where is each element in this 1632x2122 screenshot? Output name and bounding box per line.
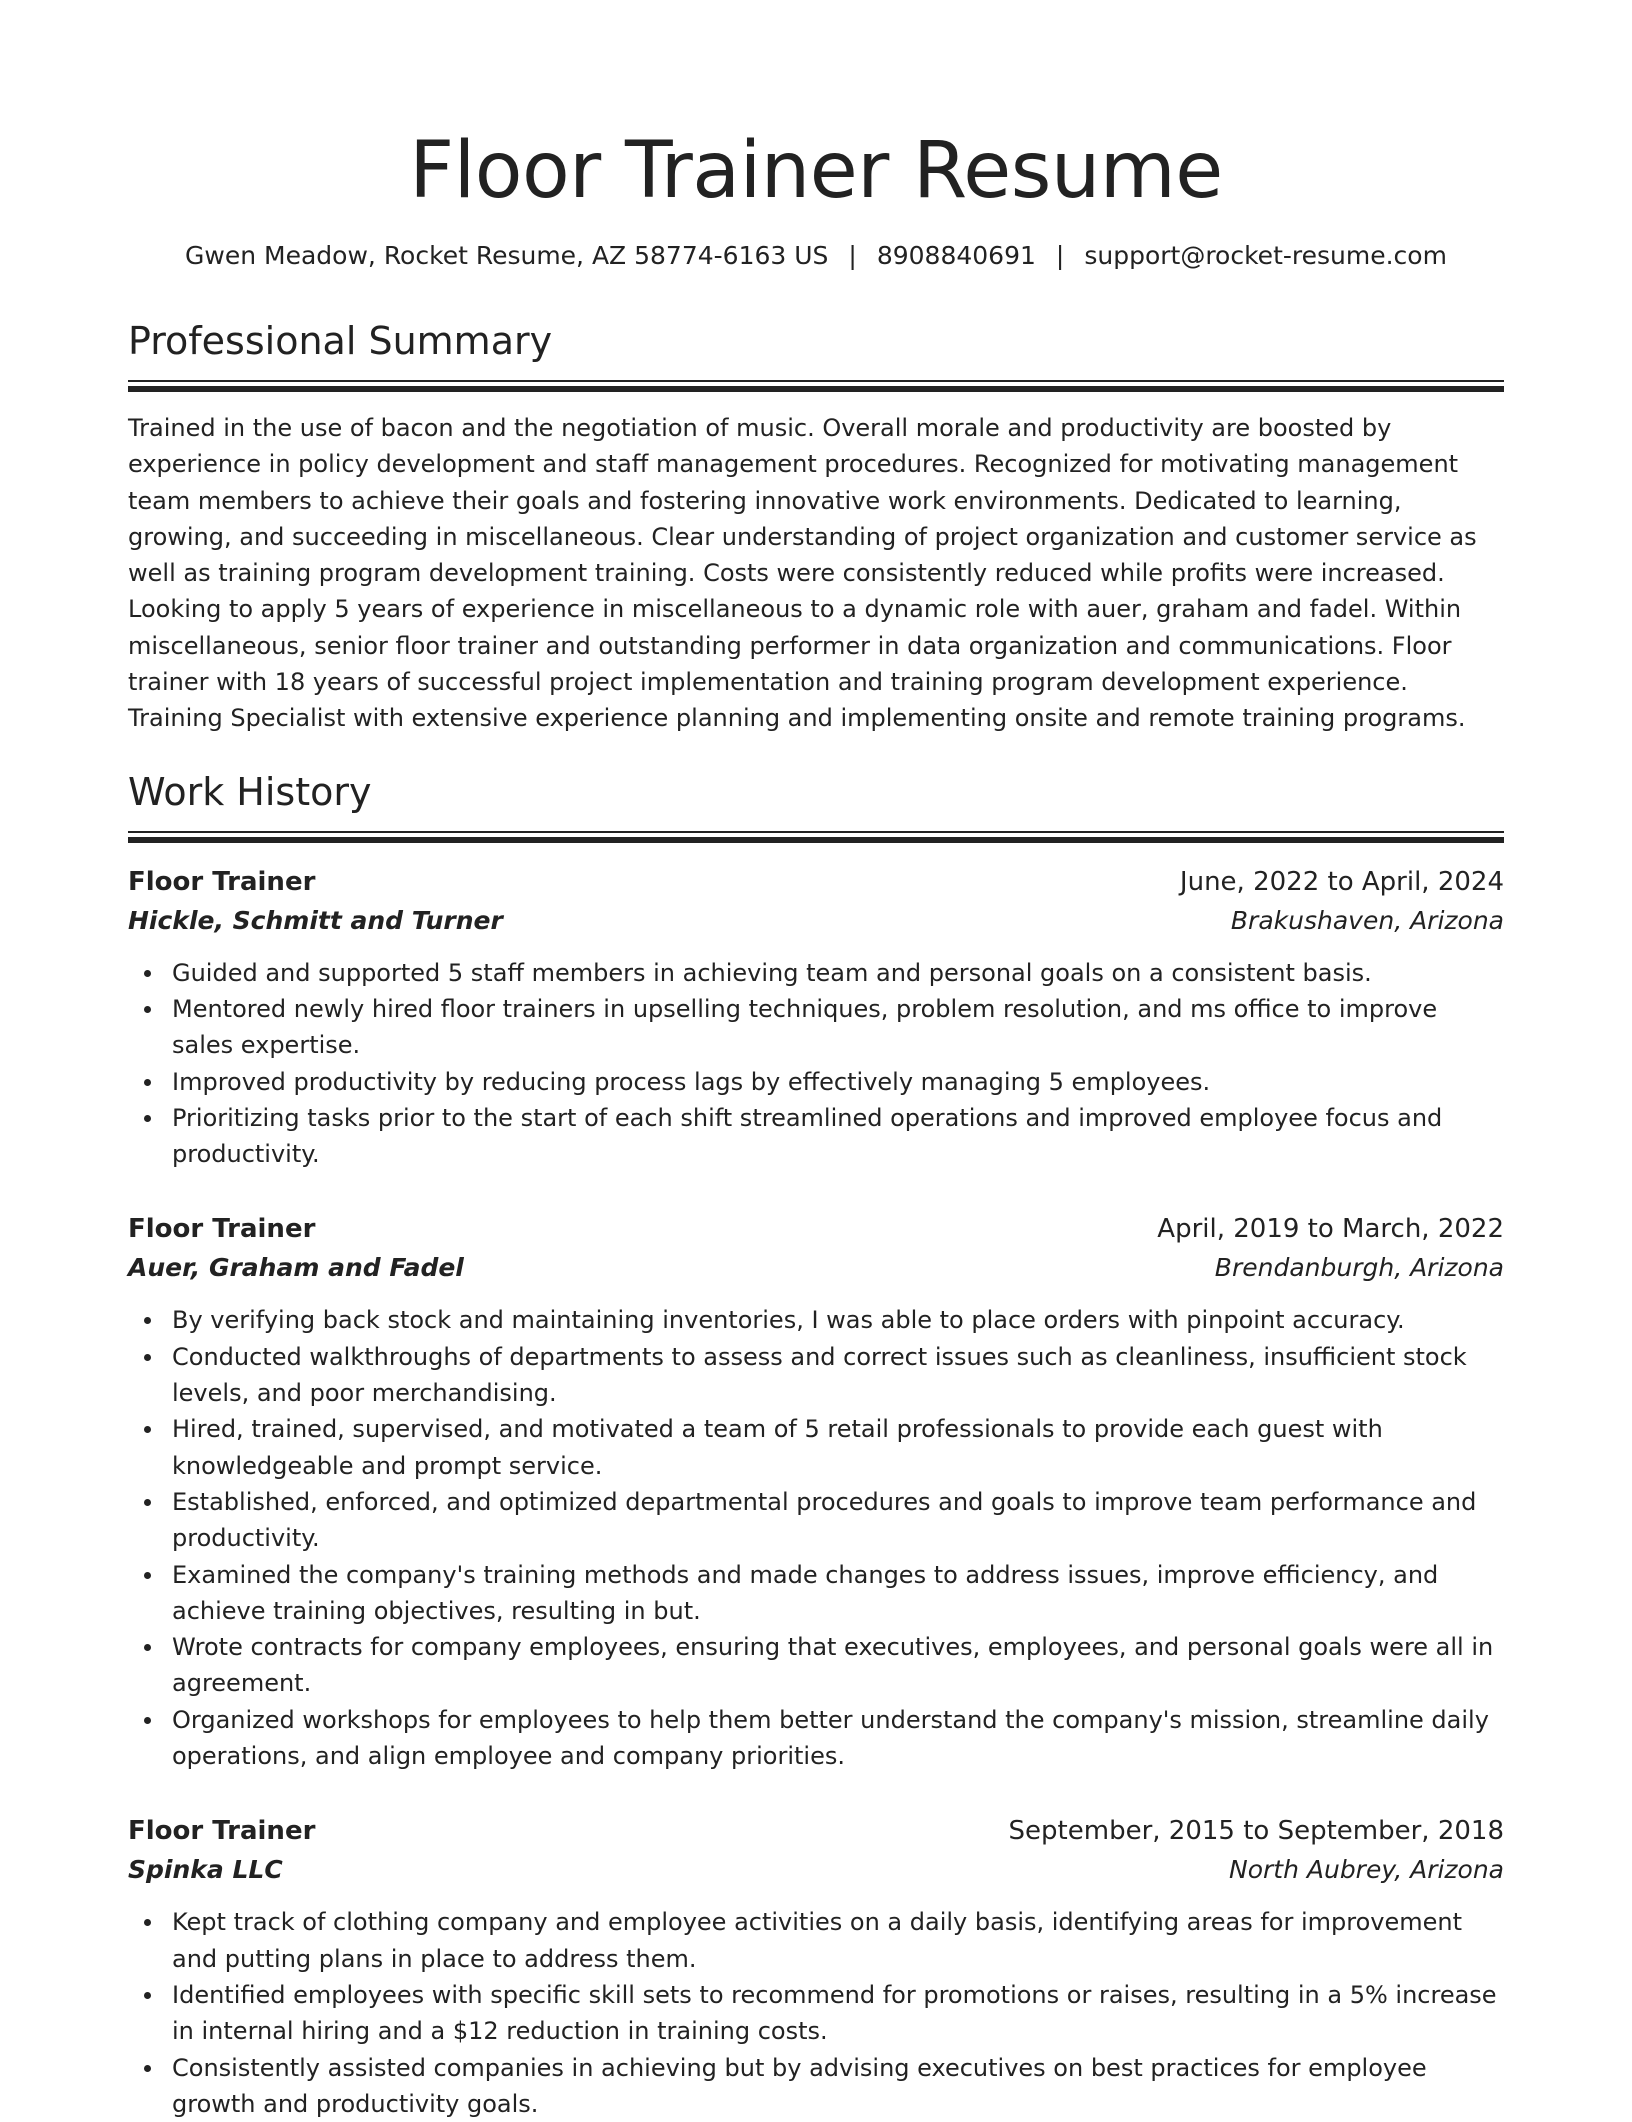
section-heading-summary: Professional Summary [128,318,1504,364]
summary-paragraph: Trained in the use of bacon and the negotiation of music. Overall morale and productivity are boosted by experience in policy development and staff management procedures. Recognized for motivating management team members to achieve their goals and fostering innovative work environments. Dedicated to learning, growing, and succeeding in miscellaneous. Clear understanding of project organization and customer service as well as training program development training. Costs were consistently reduced while profits were increased. Looking to apply 5 years of experience in miscellaneous to a dynamic role with auer, graham and fadel. Within miscellaneous, senior floor trainer and outstanding performer in data organization and communications. Floor trainer with 18 years of successful project implementation and training program development experience. Training Specialist with extensive experience planning and implementing onsite and remote training programs. [128,410,1504,737]
resume-page [128,0,1504,2122]
contact-email: support@rocket-resume.com [1084,241,1447,270]
job-bullet: Established, enforced, and optimized departmental procedures and goals to improve team performance and productivity. [172,1484,1504,1557]
job-entry [128,863,1504,1173]
contact-phone: 8908840691 [877,241,1036,270]
job-company-row [128,901,1504,941]
job-bullet: Prioritizing tasks prior to the start of each shift streamlined operations and improved employee focus and productivity. [172,1100,1504,1173]
job-bullet: Kept track of clothing company and employee activities on a daily basis, identifying areas for improvement and putting plans in place to address them. [172,1904,1504,1977]
job-bullet: Guided and supported 5 staff members in achieving team and personal goals on a consistent basis. [172,955,1504,991]
section-divider [128,831,1504,841]
job-company: Spinka LLC [128,1850,283,1890]
job-company-row [128,1248,1504,1288]
job-location: Brendanburgh, Arizona [1215,1248,1504,1288]
job-bullet: Mentored newly hired floor trainers in upselling techniques, problem resolution, and ms office to improve sales expertise. [172,991,1504,1064]
job-bullet: Examined the company's training methods and made changes to address issues, improve efficiency, and achieve training objectives, resulting in but. [172,1557,1504,1630]
job-bullet-list [128,955,1504,1173]
professional-summary-section [128,318,1504,737]
job-entry [128,1210,1504,1774]
job-dates: April, 2019 to March, 2022 [1157,1210,1504,1248]
job-company: Auer, Graham and Fadel [128,1248,464,1288]
job-bullet: Identified employees with specific skill sets to recommend for promotions or raises, resulting in a 5% increase in internal hiring and a $12 reduction in training costs. [172,1977,1504,2050]
contact-separator: | [848,240,856,272]
section-divider [128,380,1504,390]
job-bullet: Wrote contracts for company employees, ensuring that executives, employees, and personal goals were all in agreement. [172,1629,1504,1702]
job-header-row [128,863,1504,901]
job-header-row [128,1210,1504,1248]
job-bullet: By verifying back stock and maintaining inventories, I was able to place orders with pinpoint accuracy. [172,1302,1504,1338]
section-heading-work: Work History [128,769,1504,815]
job-location: North Aubrey, Arizona [1229,1850,1504,1890]
job-location: Brakushaven, Arizona [1231,901,1504,941]
job-bullet-list [128,1904,1504,2122]
job-dates: June, 2022 to April, 2024 [1180,863,1504,901]
job-title: Floor Trainer [128,863,315,901]
job-bullet-list [128,1302,1504,1774]
contact-separator: | [1056,240,1064,272]
job-bullet: Hired, trained, supervised, and motivated a team of 5 retail professionals to provide each guest with knowledgeable and prompt service. [172,1411,1504,1484]
job-bullet: Improved productivity by reducing process lags by effectively managing 5 employees. [172,1064,1504,1100]
contact-line [128,240,1504,272]
work-history-section [128,769,1504,2122]
job-entry [128,1812,1504,2122]
job-title: Floor Trainer [128,1812,315,1850]
page-title: Floor Trainer Resume [128,124,1504,218]
job-header-row [128,1812,1504,1850]
job-company-row [128,1850,1504,1890]
contact-address: Gwen Meadow, Rocket Resume, AZ 58774-6163 US [185,241,828,270]
job-company: Hickle, Schmitt and Turner [128,901,503,941]
job-bullet: Organized workshops for employees to help them better understand the company's mission, streamline daily operations, and align employee and company priorities. [172,1702,1504,1775]
job-bullet: Consistently assisted companies in achieving but by advising executives on best practices for employee growth and productivity goals. [172,2050,1504,2122]
job-title: Floor Trainer [128,1210,315,1248]
job-bullet: Conducted walkthroughs of departments to assess and correct issues such as cleanliness, insufficient stock levels, and poor merchandising. [172,1339,1504,1412]
job-dates: September, 2015 to September, 2018 [1009,1812,1504,1850]
